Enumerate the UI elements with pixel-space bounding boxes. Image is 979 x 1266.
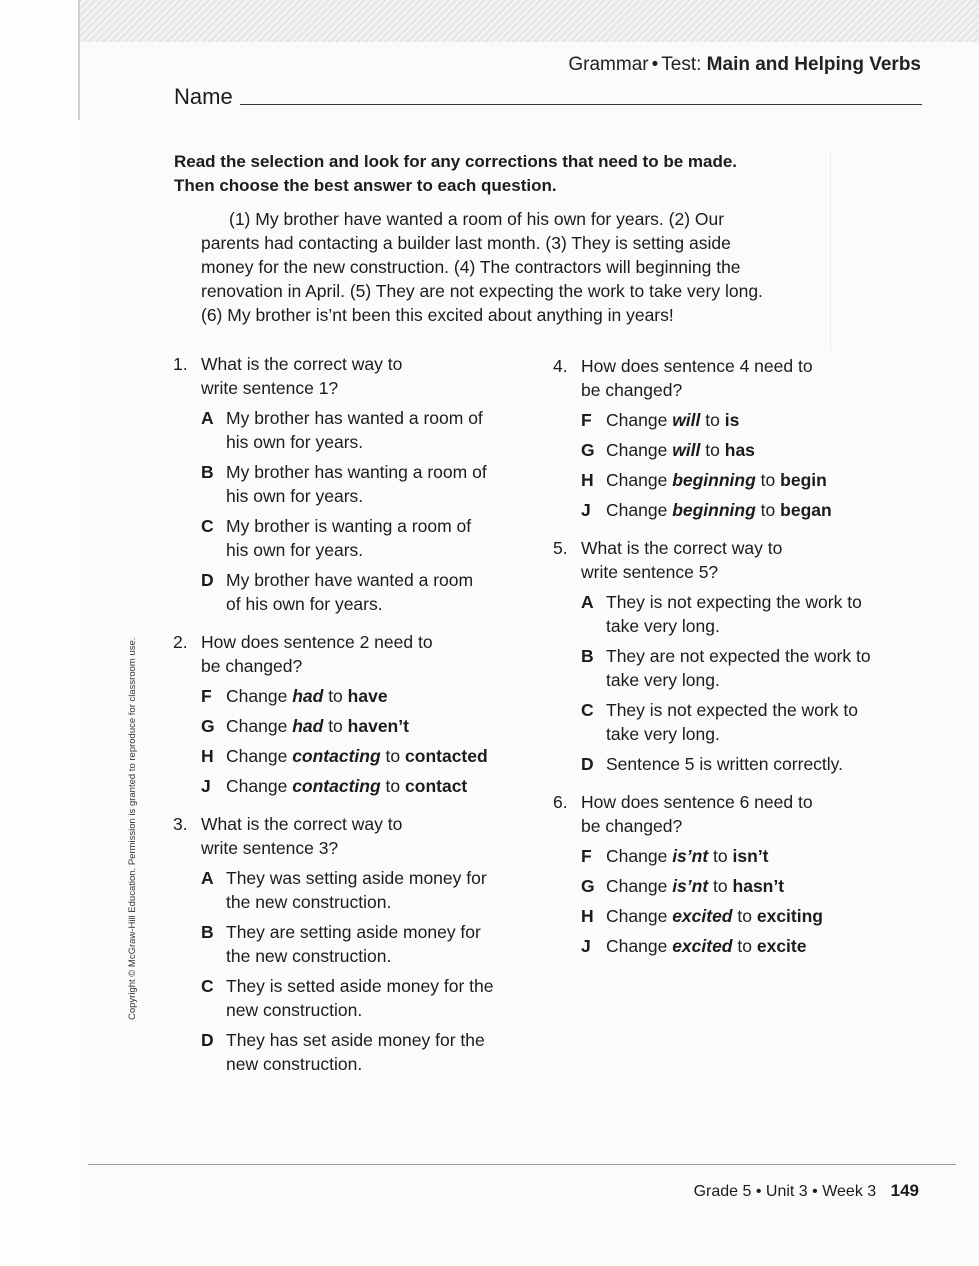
question-number: 2.: [173, 632, 188, 652]
question-3: [173, 812, 543, 1076]
question-4: [553, 354, 923, 522]
name-label: Name: [174, 84, 233, 109]
answer-option-3d[interactable]: D They has set aside money for the new construction.: [201, 1030, 485, 1074]
answer-option-5a[interactable]: A They is not expecting the work to take very long.: [581, 592, 862, 636]
footer-unit: Unit 3: [765, 1183, 808, 1200]
answer-option-1a[interactable]: A My brother has wanted a room of his own for years.: [201, 408, 483, 452]
answer-option-5c[interactable]: C They is not expected the work to take very long.: [581, 700, 858, 744]
question-text: How does sentence 2 need to: [201, 632, 433, 652]
name-field[interactable]: [240, 104, 922, 105]
question-1: [173, 352, 543, 616]
answer-option-1b[interactable]: B My brother has wanting a room of his own for years.: [201, 462, 487, 506]
page-footer: Grade 5 • Unit 3 • Week 3 149: [693, 1181, 919, 1200]
footer-grade: Grade 5: [693, 1183, 752, 1200]
answer-option-5b[interactable]: B They are not expected the work to take very long.: [581, 646, 871, 690]
page-number: 149: [890, 1181, 919, 1200]
instructions: [174, 150, 894, 198]
question-number: 1.: [173, 354, 188, 374]
questions-right-column: [553, 354, 923, 964]
question-text: How does sentence 4 need to: [581, 356, 813, 376]
header-section: Grammar: [568, 54, 649, 75]
header-title: Main and Helping Verbs: [706, 54, 921, 75]
answer-option-1d[interactable]: D My brother have wanted a room of his own for years.: [201, 570, 474, 614]
answer-option-3a[interactable]: A They was setting aside money for the new construction.: [201, 868, 487, 912]
instructions-line: Then choose the best answer to each question.: [174, 176, 557, 195]
question-number: 6.: [553, 792, 568, 812]
question-number: 4.: [553, 356, 568, 376]
answer-option-6f[interactable]: F Change is’nt to isn’t: [581, 846, 769, 866]
answer-option-4f[interactable]: F Change will to is: [581, 410, 740, 430]
answer-option-6h[interactable]: H Change excited to exciting: [581, 906, 823, 926]
passage: [201, 207, 891, 327]
question-text: write sentence 1?: [201, 378, 339, 398]
answer-option-3c[interactable]: C They is setted aside money for the new construction.: [201, 976, 494, 1020]
copyright-notice: Copyright © McGraw-Hill Education. Permission is granted to reproduce for classroom use.: [127, 637, 138, 1020]
answer-option-2j[interactable]: J Change contacting to contact: [201, 776, 468, 796]
answer-option-3b[interactable]: B They are setting aside money for the new construction.: [201, 922, 481, 966]
answer-option-4g[interactable]: G Change will to has: [581, 440, 755, 460]
header-separator: •: [651, 54, 659, 75]
question-2: [173, 630, 543, 798]
question-text: write sentence 5?: [581, 562, 719, 582]
questions-left-column: [173, 352, 543, 1082]
question-text: write sentence 3?: [201, 838, 339, 858]
answer-option-6j[interactable]: J Change excited to excite: [581, 936, 807, 956]
question-text: What is the correct way to: [201, 354, 403, 374]
question-number: 5.: [553, 538, 568, 558]
header-band: [80, 0, 979, 42]
answer-option-5d[interactable]: D Sentence 5 is written correctly.: [581, 754, 843, 774]
question-text: be changed?: [201, 656, 303, 676]
passage-line: (6) My brother is’nt been this excited about anything in years!: [201, 305, 674, 325]
answer-option-4h[interactable]: H Change beginning to begin: [581, 470, 827, 490]
question-6: [553, 790, 923, 958]
footer-divider: [88, 1164, 956, 1165]
passage-line: (1) My brother have wanted a room of his own for years. (2) Our: [229, 209, 725, 229]
footer-week: Week 3: [822, 1183, 877, 1200]
answer-option-2f[interactable]: F Change had to have: [201, 686, 388, 706]
passage-line: money for the new construction. (4) The contractors will beginning the: [201, 257, 741, 277]
header-test-prefix: Test:: [661, 54, 702, 75]
question-number: 3.: [173, 814, 188, 834]
page-edge-shadow: [78, 0, 80, 120]
page-margin: [0, 0, 80, 1266]
question-text: be changed?: [581, 380, 683, 400]
answer-option-2h[interactable]: H Change contacting to contacted: [201, 746, 488, 766]
answer-option-1c[interactable]: C My brother is wanting a room of his own for years.: [201, 516, 472, 560]
passage-line: renovation in April. (5) They are not expecting the work to take very long.: [201, 281, 763, 301]
passage-line: parents had contacting a builder last month. (3) They is setting aside: [201, 233, 731, 253]
question-text: What is the correct way to: [201, 814, 403, 834]
question-text: What is the correct way to: [581, 538, 783, 558]
answer-option-2g[interactable]: G Change had to haven’t: [201, 716, 409, 736]
page-header: [568, 54, 921, 76]
question-text: be changed?: [581, 816, 683, 836]
instructions-line: Read the selection and look for any corrections that need to be made.: [174, 152, 738, 171]
question-text: How does sentence 6 need to: [581, 792, 813, 812]
answer-option-4j[interactable]: J Change beginning to began: [581, 500, 832, 520]
question-5: [553, 536, 923, 776]
answer-option-6g[interactable]: G Change is’nt to hasn’t: [581, 876, 785, 896]
